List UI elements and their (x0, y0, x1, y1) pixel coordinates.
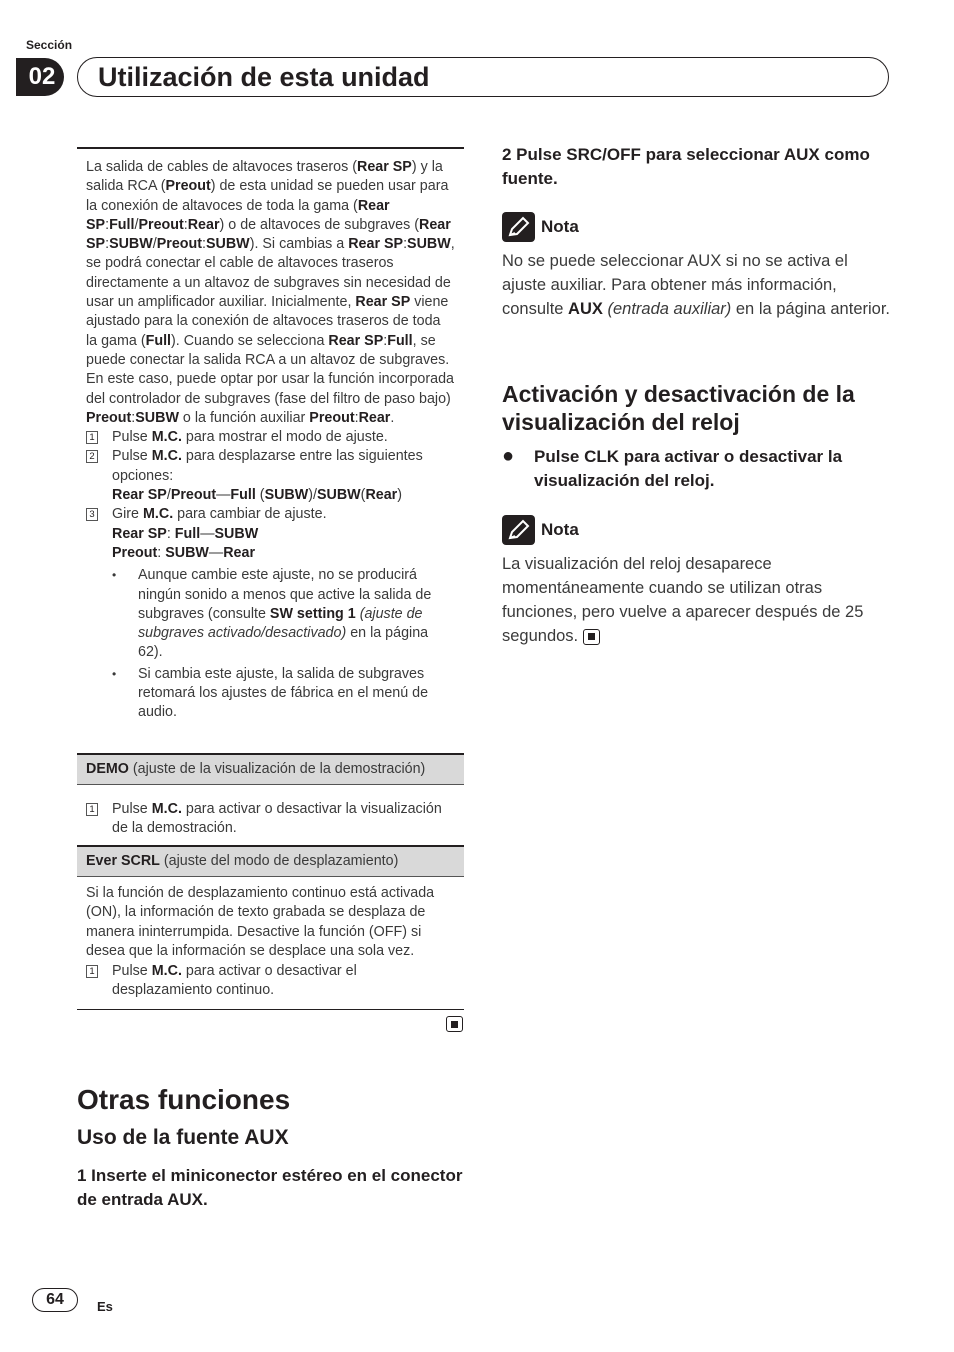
step-number: 1 (86, 965, 98, 978)
note-pencil-icon (502, 515, 535, 545)
step-text: Gire M.C. para cambiar de ajuste. (112, 506, 327, 523)
demo-step (77, 800, 464, 839)
note-label: Nota (541, 217, 579, 236)
chapter-title: Utilización de esta unidad (77, 57, 889, 97)
bullet-text: Si cambia este ajuste, la salida de subgraves retomará los ajustes de fábrica en el menú de audio. (138, 665, 429, 721)
aux-step-1: 1 Inserte el miniconector estéreo en el conector de entrada AUX. (77, 1166, 463, 1209)
sidebar-step-1 (86, 428, 455, 447)
note-2-body: La visualización del reloj desaparece momentáneamente cuando se utilizan otras funciones, pero vuelve a aparecer después de 25 segundos. (502, 555, 864, 645)
heading-uso-fuente-aux: Uso de la fuente AUX (77, 1126, 289, 1149)
bullet-dot-icon: ● (502, 445, 515, 467)
bullet-text: Aunque cambie este ajuste, no se producirá ningún sonido a menos que active la salida de subgraves (consulte SW setting 1 (ajuste de subgraves activado/desactivado) en la página 62). (138, 567, 432, 661)
step-number: 1 (86, 431, 98, 444)
step-text: Pulse M.C. para desplazarse entre las siguientes opciones: (112, 448, 423, 484)
bullet-dot-icon: • (112, 568, 117, 583)
demo-heading-bar: DEMO (ajuste de la visualización de la demostración) (77, 753, 464, 785)
step-number: 1 (86, 803, 98, 816)
step-option-preout: Preout: SUBW—Rear (112, 544, 256, 561)
aux-step-2: 2 Pulse SRC/OFF para seleccionar AUX como fuente. (502, 145, 870, 188)
clock-step-text: Pulse CLK para activar o desactivar la visualización del reloj. (534, 447, 843, 490)
note-1-heading (502, 212, 894, 242)
note-1-text: No se puede seleccionar AUX si no se activa el ajuste auxiliar. Para obtener más información, consulte AUX (entrada auxiliar) en la página anterior. (502, 252, 890, 318)
language-code: Es (97, 1299, 113, 1314)
clock-step (502, 445, 894, 493)
note-pencil-icon (502, 212, 535, 242)
heading-activacion-reloj: Activación y desactivación de la visualización del reloj (502, 381, 855, 435)
section-label: Sección (26, 38, 73, 52)
section-number-badge: 02 (16, 58, 64, 96)
step-text: Pulse M.C. para activar o desactivar el desplazamiento continuo. (112, 963, 357, 999)
note-2-heading (502, 515, 894, 545)
step-number: 2 (86, 450, 98, 463)
scrl-heading-bar: Ever SCRL (ajuste del modo de desplazamiento) (77, 845, 464, 877)
step-number: 3 (86, 508, 98, 521)
sidebar-bullet (112, 665, 455, 728)
step-option-rear: Rear SP: Full—SUBW (112, 525, 259, 542)
heading-otras-funciones: Otras funciones (77, 1084, 291, 1115)
step-options: Rear SP/Preout—Full (SUBW)/SUBW(Rear) (112, 487, 402, 504)
bullet-dot-icon: • (112, 666, 117, 681)
sidebar-step-3 (86, 505, 455, 563)
sidebar-step-2 (86, 447, 455, 505)
scrl-text: Si la función de desplazamiento continuo está activada (ON), la información de texto grabada se desplaza de manera ininterrumpida. Desactive la función (OFF) si desea que la información se desplace una sola vez. (86, 885, 435, 959)
sidebar-bullet (112, 566, 455, 662)
sidebar-box (77, 147, 464, 728)
note-2-text (502, 552, 882, 648)
end-of-section-icon (446, 1016, 463, 1032)
sidebar-intro: La salida de cables de altavoces traseros (Rear SP) y la salida RCA (Preout) de esta unidad se pueden usar para la conexión de altavoces de toda la gama (Rear SP:Full/Preout:Rear) o de altavoces de subgraves (Rear SP:SUBW/Preout:SUBW). Si cambias a Rear SP:SUBW, se podrá conectar el cable de altavoces traseros directamente a un altavoz de subgraves sin necesidad de usar un amplificador auxiliar. Inicialmente, Rear SP viene ajustado para la conexión de altavoces traseros de toda la gama (Full). Cuando se selecciona Rear SP:Full, se puede conectar la salida RCA a un altavoz de subgraves. En este caso, puede optar por usar la función incorporada del controlador de subgraves (fase del filtro de paso bajo) Preout:SUBW o la función auxiliar Preout:Rear. (86, 159, 455, 426)
page-number: 64 (32, 1288, 78, 1312)
step-text: Pulse M.C. para mostrar el modo de ajuste. (112, 429, 388, 446)
note-label: Nota (541, 520, 579, 539)
scrl-step (86, 962, 455, 1001)
end-of-section-icon (583, 629, 600, 645)
scrl-content (77, 884, 464, 1010)
step-text: Pulse M.C. para activar o desactivar la visualización de la demostración. (112, 801, 442, 837)
